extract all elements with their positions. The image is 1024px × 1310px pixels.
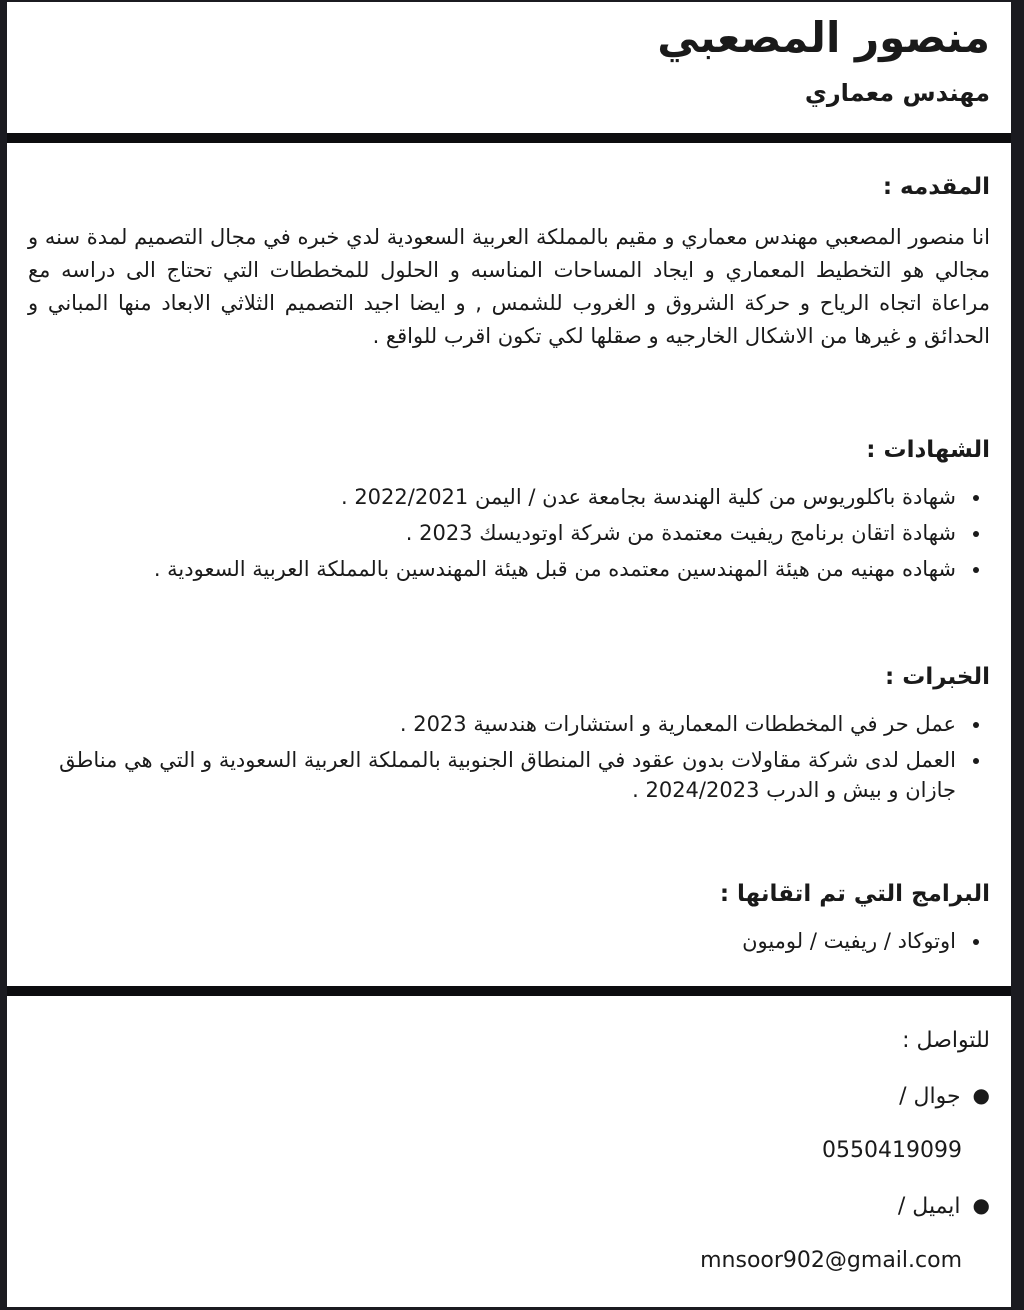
phone-number: 0550419099 xyxy=(822,1138,962,1163)
experience-heading: الخبرات : xyxy=(885,664,990,690)
email-label-line xyxy=(28,1190,990,1222)
divider-bar-bottom xyxy=(7,986,1011,996)
list-item: • شهادة باكلوريوس من كلية الهندسة بجامعة عدن / اليمن 2022/2021 . xyxy=(28,482,960,512)
contact-section xyxy=(7,996,1011,1276)
programs-list xyxy=(28,926,990,956)
certificates-list xyxy=(28,482,990,584)
phone-label-line xyxy=(28,1080,990,1112)
programs-heading: البرامج التي تم اتقانها : xyxy=(719,881,990,907)
resume-header xyxy=(7,2,1011,133)
candidate-name: منصور المصعبي xyxy=(657,13,990,62)
email-label: ايميل / xyxy=(897,1194,961,1219)
intro-heading: المقدمه : xyxy=(882,174,990,200)
bullet-icon: ● xyxy=(972,1083,990,1107)
list-item: • شهادة اتقان برنامج ريفيت معتمدة من شركة اوتوديسك 2023 . xyxy=(28,518,960,548)
certificates-heading: الشهادات : xyxy=(866,437,990,463)
resume-body xyxy=(7,143,1011,986)
resume-page xyxy=(7,2,1011,1307)
list-item: • العمل لدى شركة مقاولات بدون عقود في المنطاق الجنوبية بالمملكة العربية السعودية و التي هي مناطق جازان و بيش و الدرب 2024/2023 . xyxy=(28,745,960,805)
experience-list xyxy=(28,709,990,805)
list-item: • عمل حر في المخططات المعمارية و استشارات هندسية 2023 . xyxy=(28,709,960,739)
list-item: • شهاده مهنيه من هيئة المهندسين معتمده من قبل هيئة المهندسين بالمملكة العربية السعودية . xyxy=(28,554,960,584)
job-title: مهندس معماري xyxy=(804,78,990,107)
contact-heading: للتواصل : xyxy=(902,1028,990,1053)
divider-bar-top xyxy=(7,133,1011,143)
list-item: • اوتوكاد / ريفيت / لوميون xyxy=(28,926,960,956)
intro-paragraph: انا منصور المصعبي مهندس معماري و مقيم بالمملكة العربية السعودية لدي خبره في مجال التصميم لمدة سنه و مجالي هو التخطيط المعماري و ايجاد المساحات المناسبه و الحلول للمخططات التي تحتاج الى دراسه مع مراعاة اتجاه الرياح و حركة الشروق و الغروب للشمس , و ايضا اجيد التصميم الثلاثي الابعاد منها المباني و الحدائق و غيرها من الاشكال الخارجيه و صقلها لكي تكون اقرب للواقع . xyxy=(28,225,990,348)
email-address: mnsoor902@gmail.com xyxy=(700,1248,962,1273)
phone-label: جوال / xyxy=(899,1084,961,1109)
bullet-icon: ● xyxy=(972,1193,990,1217)
